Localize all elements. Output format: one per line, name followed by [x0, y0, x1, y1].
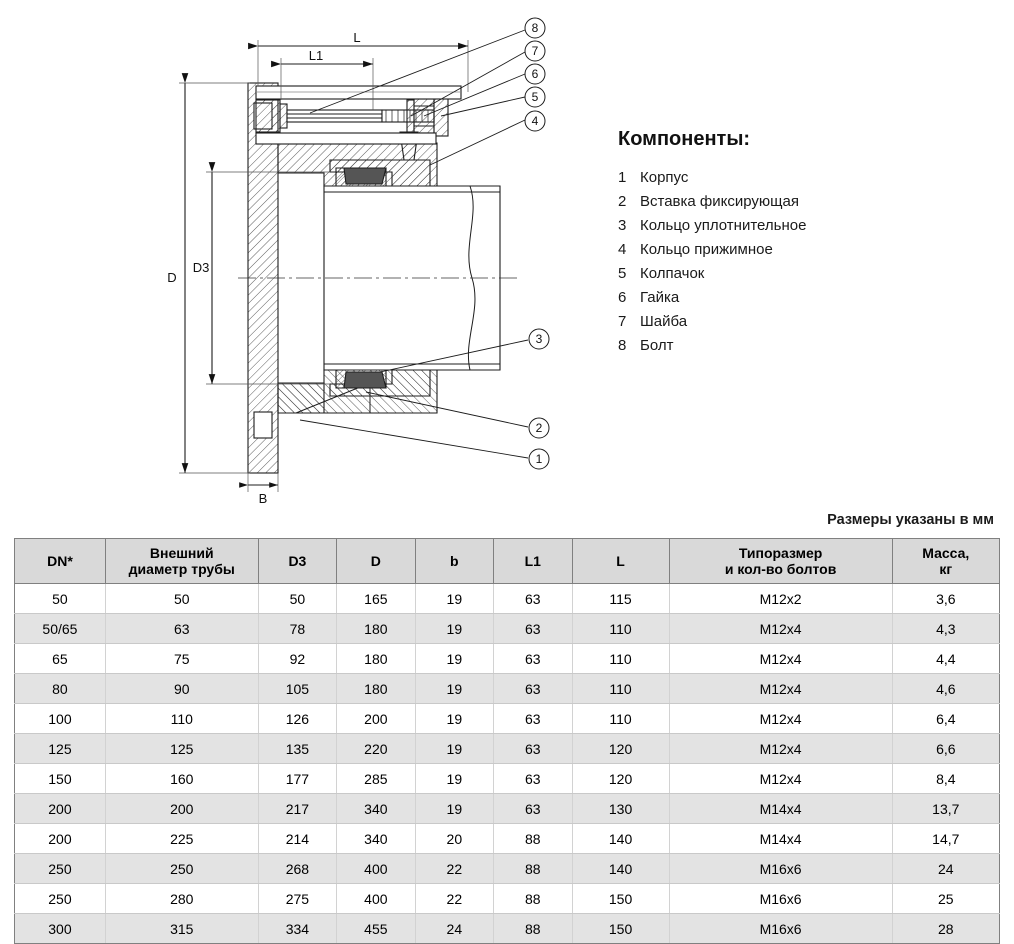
cell-b: 19 [415, 734, 493, 764]
cell-dn: 150 [15, 764, 106, 794]
cell-mass: 8,4 [892, 764, 999, 794]
cell-l: 140 [572, 824, 669, 854]
cell-dn: 125 [15, 734, 106, 764]
cell-d: 165 [337, 584, 415, 614]
cell-l: 130 [572, 794, 669, 824]
cell-l: 110 [572, 644, 669, 674]
cell-bolt: M12x4 [669, 674, 892, 704]
column-header-outer-line2: диаметр трубы [128, 561, 235, 578]
cell-mass: 24 [892, 854, 999, 884]
cell-bolt: M12x4 [669, 704, 892, 734]
cell-l: 120 [572, 734, 669, 764]
callout-4-number: 4 [531, 114, 539, 128]
cell-d3: 92 [258, 644, 336, 674]
cell-outer: 200 [105, 794, 258, 824]
cell-l: 110 [572, 614, 669, 644]
cell-bolt: M12x4 [669, 614, 892, 644]
cell-d: 400 [337, 854, 415, 884]
table-row [15, 914, 1000, 944]
cell-d: 180 [337, 614, 415, 644]
table-row [15, 884, 1000, 914]
cell-d3: 268 [258, 854, 336, 884]
column-header-l1: L1 [494, 539, 572, 584]
component-item-4 [618, 241, 1008, 258]
component-number: 3 [618, 217, 627, 234]
column-header-outer-diameter [105, 539, 258, 584]
cell-outer: 250 [105, 854, 258, 884]
cell-mass: 4,4 [892, 644, 999, 674]
cell-dn: 250 [15, 884, 106, 914]
cell-d3: 214 [258, 824, 336, 854]
cell-l1: 63 [494, 734, 572, 764]
component-label: Кольцо уплотнительное [640, 217, 807, 234]
column-header-outer-line1: Внешний [149, 545, 214, 561]
cell-bolt: M12x4 [669, 764, 892, 794]
table-row [15, 584, 1000, 614]
cell-l1: 63 [494, 644, 572, 674]
component-number: 4 [618, 241, 627, 258]
table-row [15, 794, 1000, 824]
table-row [15, 824, 1000, 854]
cell-l: 115 [572, 584, 669, 614]
cell-d3: 135 [258, 734, 336, 764]
component-item-8 [618, 337, 1008, 354]
table-row [15, 644, 1000, 674]
callout-3 [529, 329, 549, 349]
component-item-2 [618, 193, 1008, 210]
cell-mass: 13,7 [892, 794, 999, 824]
cell-dn: 200 [15, 824, 106, 854]
cell-l1: 63 [494, 614, 572, 644]
cell-l1: 88 [494, 824, 572, 854]
table-row [15, 614, 1000, 644]
column-header-bolt-line1: Типоразмер [738, 545, 823, 561]
cell-bolt: M14x4 [669, 824, 892, 854]
table-row [15, 734, 1000, 764]
cell-outer: 280 [105, 884, 258, 914]
cell-mass: 3,6 [892, 584, 999, 614]
component-label: Кольцо прижимное [640, 241, 773, 258]
column-header-dn: DN* [15, 539, 106, 584]
callout-6-number: 6 [531, 67, 539, 81]
component-number: 8 [618, 337, 627, 354]
cell-b: 19 [415, 764, 493, 794]
component-item-3 [618, 217, 1008, 234]
cell-mass: 14,7 [892, 824, 999, 854]
cell-l1: 63 [494, 584, 572, 614]
cell-d3: 126 [258, 704, 336, 734]
cell-l: 120 [572, 764, 669, 794]
column-header-l: L [572, 539, 669, 584]
dimension-label-D3: D3 [192, 260, 210, 275]
dimension-label-D: D [167, 270, 177, 285]
column-header-d: D [337, 539, 415, 584]
cell-outer: 50 [105, 584, 258, 614]
column-header-mass-line2: кг [939, 561, 953, 578]
cell-l1: 63 [494, 704, 572, 734]
cell-outer: 125 [105, 734, 258, 764]
cell-l1: 63 [494, 674, 572, 704]
table-header-row [15, 539, 1000, 584]
component-label: Гайка [640, 289, 680, 306]
component-number: 6 [618, 289, 627, 306]
cell-d: 200 [337, 704, 415, 734]
cell-d: 340 [337, 824, 415, 854]
component-label: Колпачок [640, 265, 705, 282]
cell-mass: 28 [892, 914, 999, 944]
cell-b: 22 [415, 884, 493, 914]
cell-bolt: M16x6 [669, 854, 892, 884]
cell-bolt: M16x6 [669, 914, 892, 944]
callout-4 [525, 111, 545, 131]
callout-2-number: 2 [535, 421, 543, 435]
cell-d3: 105 [258, 674, 336, 704]
component-item-6 [618, 289, 1008, 306]
cell-b: 19 [415, 644, 493, 674]
cell-d3: 334 [258, 914, 336, 944]
cell-dn: 300 [15, 914, 106, 944]
column-header-bolt-size [669, 539, 892, 584]
callout-5 [525, 87, 545, 107]
component-item-7 [618, 313, 1008, 330]
cell-b: 20 [415, 824, 493, 854]
table-row [15, 854, 1000, 884]
flange-section-drawing [0, 0, 620, 510]
cell-d: 220 [337, 734, 415, 764]
cell-bolt: M12x4 [669, 734, 892, 764]
units-note: Размеры указаны в мм [827, 512, 994, 528]
cell-dn: 65 [15, 644, 106, 674]
callout-1-number: 1 [535, 452, 543, 466]
cell-l: 150 [572, 884, 669, 914]
component-number: 2 [618, 193, 627, 210]
cell-b: 19 [415, 794, 493, 824]
cell-bolt: M14x4 [669, 794, 892, 824]
callout-7-number: 7 [531, 44, 539, 58]
callout-3-number: 3 [535, 332, 543, 346]
cell-outer: 110 [105, 704, 258, 734]
component-label: Корпус [640, 169, 689, 186]
cell-b: 19 [415, 704, 493, 734]
cell-outer: 315 [105, 914, 258, 944]
cell-outer: 160 [105, 764, 258, 794]
cell-dn: 100 [15, 704, 106, 734]
cell-d: 400 [337, 884, 415, 914]
callout-6 [525, 64, 545, 84]
cell-l: 140 [572, 854, 669, 884]
cell-d: 455 [337, 914, 415, 944]
cell-l: 110 [572, 704, 669, 734]
component-number: 5 [618, 265, 627, 282]
cell-d3: 177 [258, 764, 336, 794]
dimension-label-L1: L1 [308, 48, 324, 63]
component-label: Шайба [640, 313, 688, 330]
table-row [15, 674, 1000, 704]
cell-bolt: M16x6 [669, 884, 892, 914]
cell-l: 150 [572, 914, 669, 944]
cell-outer: 63 [105, 614, 258, 644]
cell-dn: 50/65 [15, 614, 106, 644]
callout-7 [525, 41, 545, 61]
column-header-b: b [415, 539, 493, 584]
cell-mass: 25 [892, 884, 999, 914]
cell-outer: 225 [105, 824, 258, 854]
column-header-mass [892, 539, 999, 584]
cell-d: 340 [337, 794, 415, 824]
callout-8-number: 8 [531, 21, 539, 35]
dimensions-table-wrapper [14, 538, 1000, 944]
cell-mass: 4,3 [892, 614, 999, 644]
cell-b: 22 [415, 854, 493, 884]
cell-outer: 90 [105, 674, 258, 704]
cell-l1: 88 [494, 884, 572, 914]
component-label: Болт [640, 337, 674, 354]
cell-d3: 78 [258, 614, 336, 644]
cell-d3: 217 [258, 794, 336, 824]
cell-l1: 88 [494, 854, 572, 884]
cell-d: 180 [337, 674, 415, 704]
cell-mass: 6,6 [892, 734, 999, 764]
component-label: Вставка фиксирующая [640, 193, 799, 210]
cell-b: 19 [415, 614, 493, 644]
callout-2 [529, 418, 549, 438]
cell-l1: 88 [494, 914, 572, 944]
callout-1 [529, 449, 549, 469]
column-header-mass-line1: Масса, [922, 545, 970, 561]
table-row [15, 764, 1000, 794]
components-title: Компоненты: [618, 128, 751, 150]
cell-b: 19 [415, 674, 493, 704]
component-item-1 [618, 169, 1008, 186]
cell-d3: 50 [258, 584, 336, 614]
cell-d3: 275 [258, 884, 336, 914]
dimensions-table [14, 538, 1000, 944]
dimension-label-B: B [258, 491, 268, 506]
cell-dn: 80 [15, 674, 106, 704]
cell-bolt: M12x4 [669, 644, 892, 674]
component-number: 1 [618, 169, 627, 186]
column-header-d3: D3 [258, 539, 336, 584]
cell-dn: 250 [15, 854, 106, 884]
cell-l1: 63 [494, 794, 572, 824]
cell-d: 285 [337, 764, 415, 794]
cell-l: 110 [572, 674, 669, 704]
components-legend [618, 128, 1008, 361]
technical-drawing [0, 0, 620, 510]
component-item-5 [618, 265, 1008, 282]
cell-d: 180 [337, 644, 415, 674]
cell-dn: 200 [15, 794, 106, 824]
table-row [15, 704, 1000, 734]
cell-mass: 6,4 [892, 704, 999, 734]
cell-mass: 4,6 [892, 674, 999, 704]
cell-b: 24 [415, 914, 493, 944]
cell-bolt: M12x2 [669, 584, 892, 614]
callout-5-number: 5 [531, 90, 539, 104]
callout-8 [525, 18, 545, 38]
cell-l1: 63 [494, 764, 572, 794]
dimension-label-L: L [353, 30, 361, 45]
column-header-bolt-line2: и кол-во болтов [724, 561, 837, 578]
cell-dn: 50 [15, 584, 106, 614]
component-number: 7 [618, 313, 627, 330]
cell-outer: 75 [105, 644, 258, 674]
cell-b: 19 [415, 584, 493, 614]
